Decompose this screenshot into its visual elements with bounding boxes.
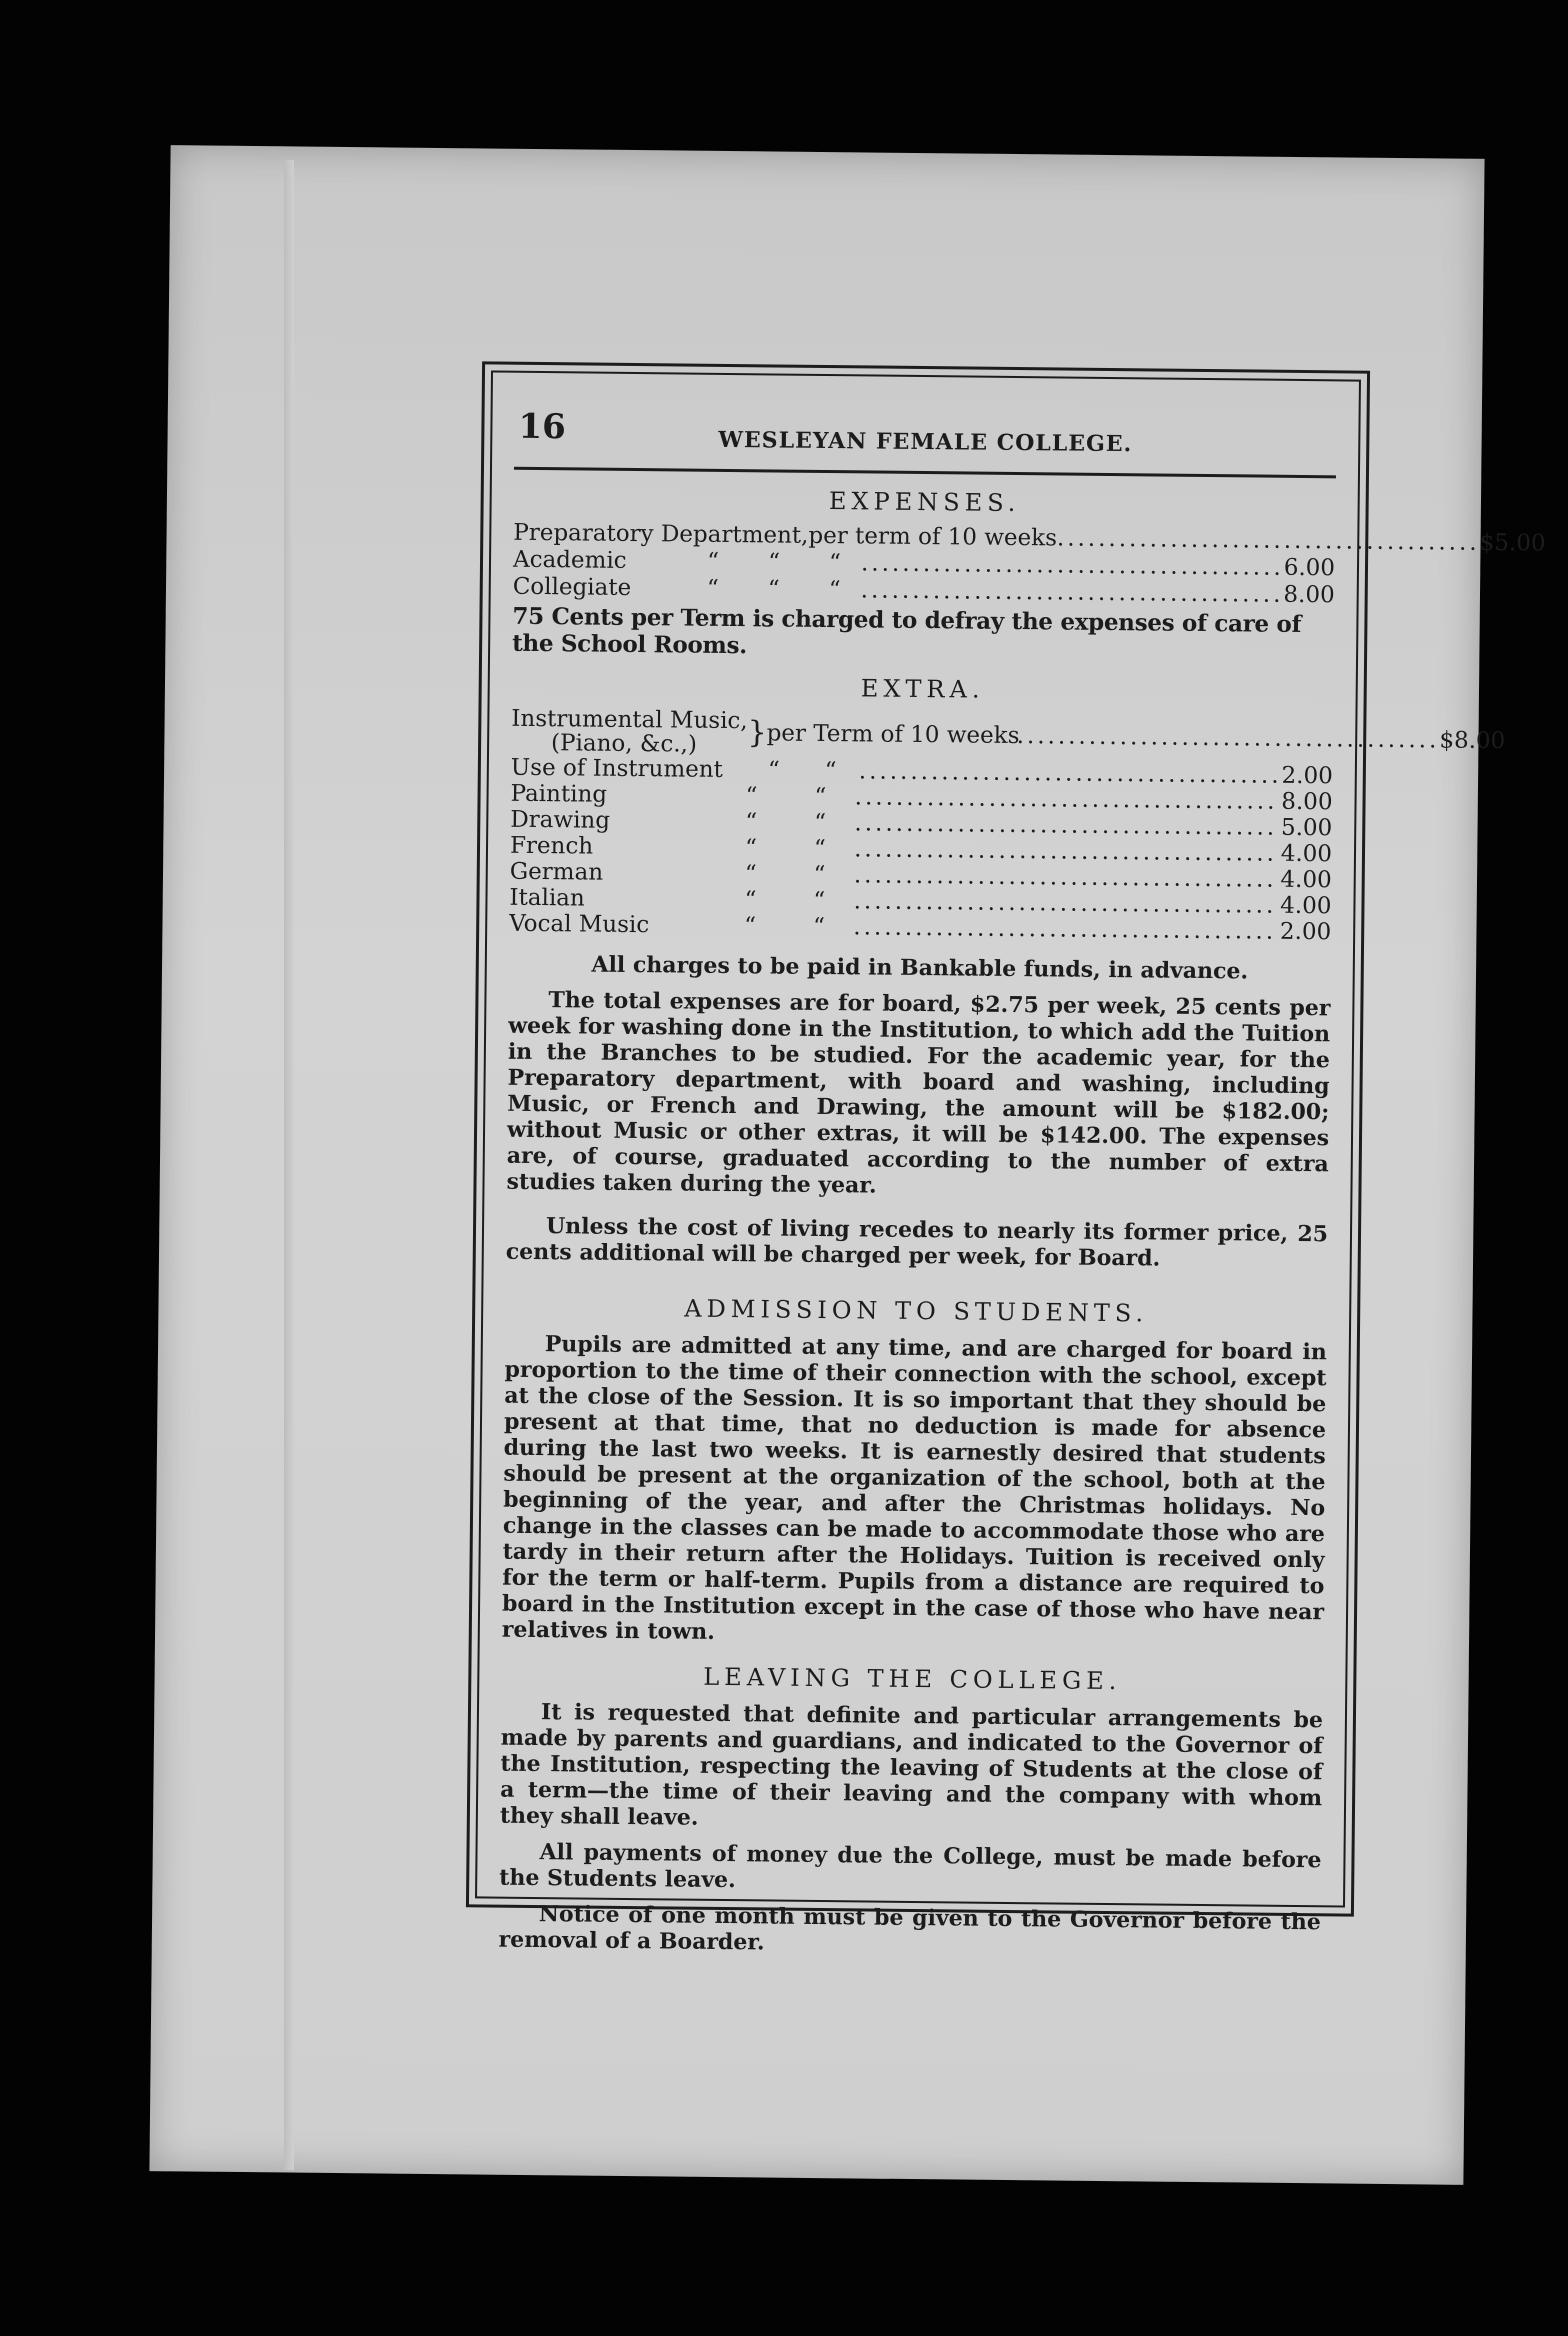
ditto-mark: “ <box>824 758 837 785</box>
leaving-paragraph-2: All payments of money due the College, must be made before the Students leave. <box>499 1839 1322 1894</box>
leader-dots: ......................................... <box>853 914 1277 945</box>
leaving-paragraph-1: It is requested that definite and particular arrangements be made by parents and guardians, and indicated to the Governor of the Institution, respecting the leaving of Students at the close of a term—the time of their leaving and the company with whom they shall leave. <box>499 1699 1324 1831</box>
expense-price: 8.00 <box>1283 581 1335 609</box>
leaving-paragraph-3: Notice of one month must be given to the Governor before the removal of a Boarder. <box>498 1901 1321 1956</box>
extra-label: Use of Instrument <box>510 754 724 783</box>
extra-price: 4.00 <box>1280 892 1332 920</box>
ditto-mark: “ <box>744 913 757 940</box>
extra-label-line2: (Piano, &c.,) <box>550 730 698 758</box>
total-expenses-paragraph: The total expenses are for board, $2.75 per week, 25 cents per week for washing done in the Institution, to which add the Tuition in the Branches to be studied. For the academic year, for the Preparatory department, with board and washing, including Music, or French and Drawing, the amount will be $182.00; without Music or other extras, it will be $142.00. The expenses are, of course, graduated according to the number of extra studies taken during the year. <box>506 987 1331 1199</box>
page-content <box>475 370 1546 1956</box>
extra-price: 4.00 <box>1280 866 1332 894</box>
extra-label <box>511 707 748 757</box>
expenses-note: 75 Cents per Term is charged to defray the expenses of care of the School Rooms. <box>512 602 1302 660</box>
extra-label: German <box>509 858 604 886</box>
extra-price: 5.00 <box>1280 814 1333 842</box>
extra-label: Drawing <box>510 806 611 834</box>
extra-price: $8.00 <box>1439 727 1506 755</box>
leader-dots: ......................................... <box>858 758 1282 789</box>
ditto-mark: “ <box>813 835 826 863</box>
leader-dots: ......................................... <box>860 550 1284 581</box>
cost-of-living-paragraph: Unless the cost of living recedes to nearly its former price, 25 cents additional will be charged per week, for Board. <box>505 1213 1329 1272</box>
expense-label: Preparatory Department, <box>513 519 809 549</box>
ditto-mark: “ <box>744 861 757 888</box>
extra-per: per Term of 10 weeks <box>766 720 1020 750</box>
leaving-title: LEAVING THE COLLEGE. <box>703 1662 1122 1696</box>
extra-price: 8.00 <box>1281 788 1333 816</box>
ditto-mark: “ <box>768 549 781 576</box>
extra-title: EXTRA. <box>860 674 985 704</box>
leader-dots: ......................................... <box>853 888 1277 919</box>
expense-price: 6.00 <box>1283 554 1336 582</box>
ditto-mark: “ <box>745 809 758 836</box>
brace-mark: } <box>747 715 767 751</box>
page-number: 16 <box>518 406 566 448</box>
extra-label: Painting <box>510 780 608 808</box>
ditto-mark: “ <box>828 550 841 577</box>
leader-dots: ......................................... <box>854 784 1278 815</box>
ditto-mark: “ <box>828 577 841 604</box>
ditto-mark: “ <box>744 887 757 914</box>
ditto-mark: “ <box>707 548 720 575</box>
ditto-mark: “ <box>813 861 826 889</box>
ditto-mark: “ <box>767 576 780 603</box>
expense-per: per term of 10 weeks <box>808 522 1058 552</box>
header-rule <box>514 467 1336 479</box>
leader-dots: ......................................... <box>853 862 1277 893</box>
paper-fold-edge <box>284 160 294 2170</box>
extra-label: Italian <box>509 884 585 912</box>
extra-label-line1: Instrumental Music, <box>511 705 748 735</box>
admission-paragraph: Pupils are admitted at any time, and are charged for board in proportion to the time of their connection with the school, except at the close of the Session. It is so important that they should be present at that time, that no deduction is made for absence during the last two weeks. It is earnestly desired that students should be present at the organization of the school, both at the beginning of the year, and after the Christmas holidays. No change in the classes can be made to accommodate those who are tardy in their return after the Holidays. Tuition is received only for the term or half-term. Pupils from a distance are required to board in the Institution except in the case of those who have near relatives in town. <box>501 1331 1327 1645</box>
leader-dots: ......................................... <box>854 810 1278 841</box>
expense-label: Academic <box>512 546 627 574</box>
extra-price: 2.00 <box>1281 762 1333 790</box>
expenses-title: EXPENSES. <box>828 487 1021 518</box>
ditto-mark: “ <box>706 575 719 602</box>
extra-row-instrumental <box>511 705 1506 764</box>
ditto-mark: “ <box>767 757 780 784</box>
leader-dots: ......................................... <box>1056 525 1480 556</box>
leader-dots: ......................................... <box>860 577 1284 608</box>
expense-label: Collegiate <box>512 573 632 601</box>
running-head: WESLEYAN FEMALE COLLEGE. <box>718 426 1133 458</box>
page-frame <box>466 361 1546 1956</box>
ditto-mark: “ <box>813 887 826 915</box>
ditto-mark: “ <box>744 835 757 862</box>
extra-label: French <box>509 832 594 860</box>
extra-price: 4.00 <box>1280 840 1333 868</box>
expense-price: $5.00 <box>1479 529 1546 557</box>
leader-dots: ......................................... <box>1016 723 1440 754</box>
ditto-mark: “ <box>814 809 827 837</box>
ditto-mark: “ <box>812 913 825 941</box>
admission-title: ADMISSION TO STUDENTS. <box>684 1294 1149 1328</box>
page-header <box>514 399 1337 470</box>
charges-note: All charges to be paid in Bankable funds, in advance. <box>591 951 1249 985</box>
leader-dots: ......................................... <box>854 836 1278 867</box>
ditto-mark: “ <box>814 783 827 811</box>
extra-price: 2.00 <box>1279 918 1332 946</box>
ditto-mark: “ <box>745 783 758 810</box>
extra-label: Vocal Music <box>509 910 650 939</box>
